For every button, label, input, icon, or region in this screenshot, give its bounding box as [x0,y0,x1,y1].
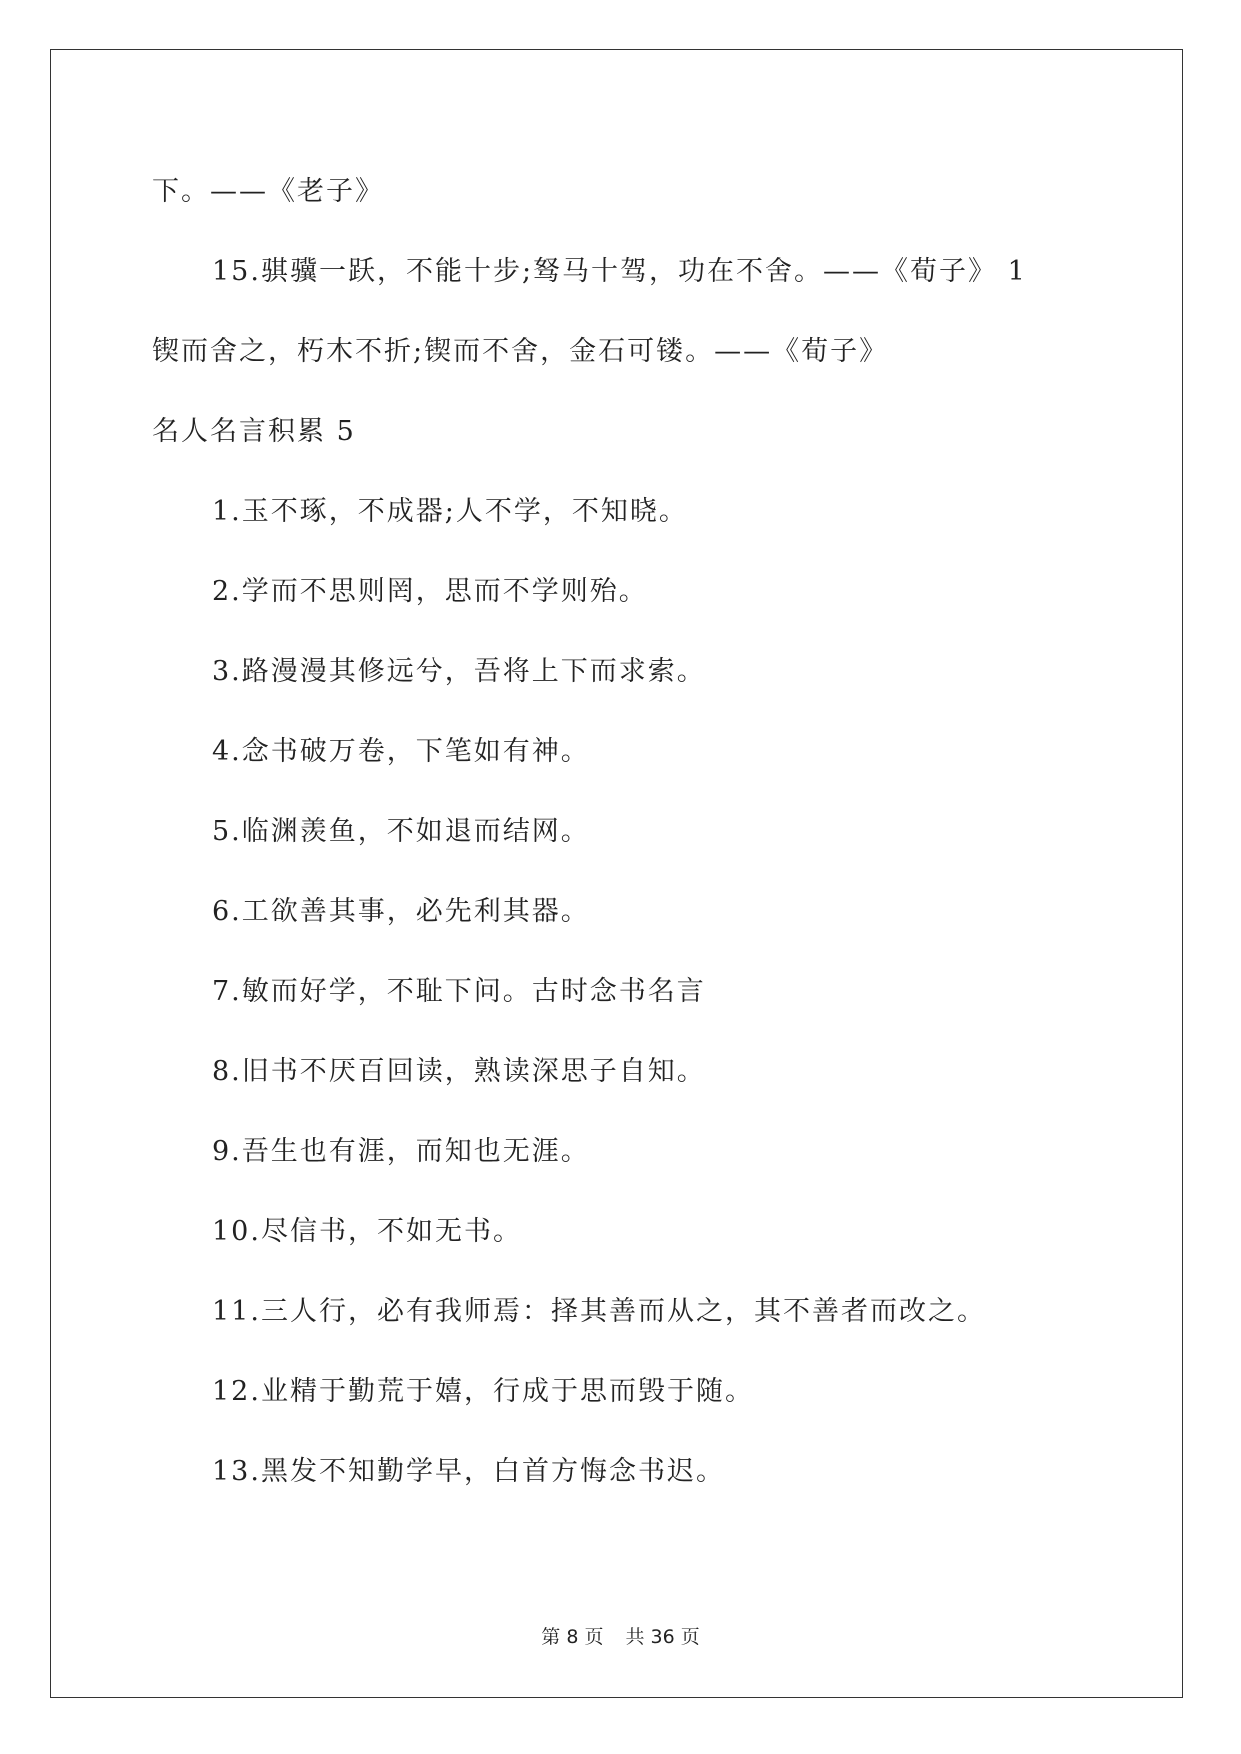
quote-item-1: 1.玉不琢，不成器;人不学，不知晓。 [212,496,688,527]
quote-item-10: 10.尽信书，不如无书。 [212,1216,522,1247]
page-footer [0,1622,1241,1649]
quote-item-15: 15.骐骥一跃，不能十步;驽马十驾，功在不舍。——《荀子》 1 [212,256,1027,287]
quote-item-3: 3.路漫漫其修远兮，吾将上下而求索。 [212,656,706,687]
quote-item-7: 7.敏而好学，不耻下问。古时念书名言 [212,976,706,1007]
quote-item-11: 11.三人行，必有我师焉：择其善而从之，其不善者而改之。 [212,1296,986,1327]
quote-item-12: 12.业精于勤荒于嬉，行成于思而毁于随。 [212,1376,754,1407]
quote-item-9: 9.吾生也有涯，而知也无涯。 [212,1136,590,1167]
quote-item-8: 8.旧书不厌百回读，熟读深思子自知。 [212,1056,706,1087]
quote-item-13: 13.黑发不知勤学早，白首方悔念书迟。 [212,1456,725,1487]
page-border [50,49,1183,1698]
quote-item-4: 4.念书破万卷，下笔如有神。 [212,736,590,767]
page-total: 共 36 页 [625,1626,700,1648]
text-line-wrapped: 锲而舍之，朽木不折;锲而不舍，金石可镂。——《荀子》 [152,336,889,367]
text-line-continuation: 下。——《老子》 [152,176,384,207]
page-number: 第 8 页 [541,1626,604,1648]
quote-item-5: 5.临渊羡鱼，不如退而结网。 [212,816,590,847]
quote-item-6: 6.工欲善其事，必先利其器。 [212,896,590,927]
section-heading: 名人名言积累 5 [152,416,356,447]
quote-item-2: 2.学而不思则罔，思而不学则殆。 [212,576,648,607]
